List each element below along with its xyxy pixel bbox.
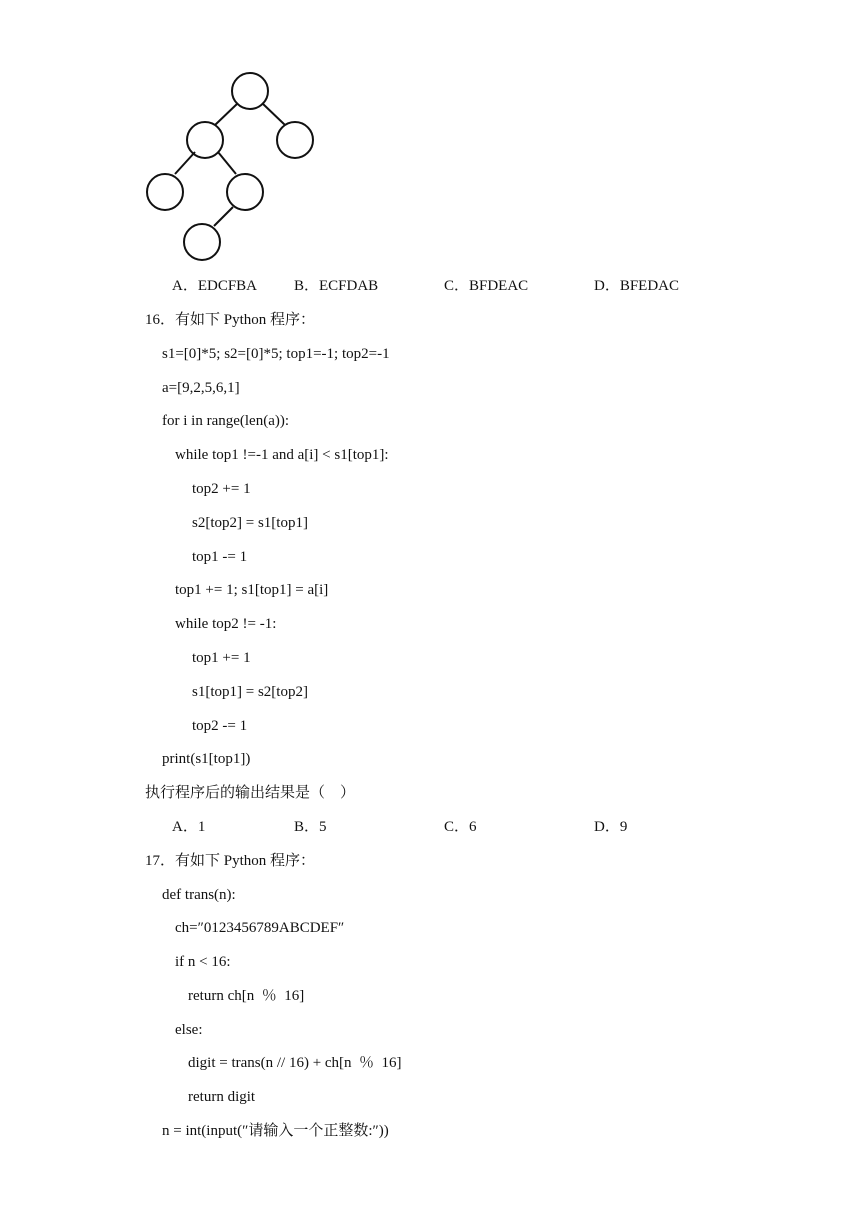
q15-option-a: A．EDCFBA (172, 278, 258, 294)
q16-code-line: s2[top2] = s1[top1] (192, 515, 308, 531)
tree-edge (218, 152, 236, 174)
q16-code-line: for i in range(len(a)): (162, 413, 290, 429)
tree-node (277, 122, 313, 158)
q16-code-line: s1=[0]*5; s2=[0]*5; top1=-1; top2=-1 (162, 346, 390, 362)
q15-option-d: D．BFEDAC (594, 278, 680, 294)
q16-code-line: print(s1[top1]) (162, 751, 251, 767)
q17-code-line: return ch[n ％ 16] (188, 988, 305, 1004)
q16-code-line: while top1 !=-1 and a[i] < s1[top1]: (175, 447, 389, 463)
q16-code-line: top1 += 1; s1[top1] = a[i] (175, 582, 329, 598)
q17-code-line: if n < 16: (175, 954, 231, 970)
tree-node (184, 224, 220, 260)
tree-edge (175, 152, 195, 174)
tree-edge (215, 103, 238, 125)
q16-code-line: while top2 != -1: (175, 616, 277, 632)
q16-title: 16．有如下 Python 程序： (145, 312, 316, 328)
q17-code-line: digit = trans(n // 16) + ch[n ％ 16] (188, 1055, 402, 1071)
tree-node (232, 73, 268, 109)
q15-option-c: C．BFDEAC (444, 278, 529, 294)
tree-edge (262, 103, 285, 125)
tree-node (147, 174, 183, 210)
q15-option-b: B．ECFDAB (294, 278, 379, 294)
q16-code-line: top1 += 1 (192, 650, 251, 666)
q17-code-line: n = int(input(″请输入一个正整数:″)) (162, 1123, 389, 1139)
q17-title: 17．有如下 Python 程序： (145, 853, 316, 869)
q17-code-line: def trans(n): (162, 887, 236, 903)
q16-code-line: a=[9,2,5,6,1] (162, 380, 240, 396)
tree-node (227, 174, 263, 210)
q16-code-line: top2 -= 1 (192, 718, 248, 734)
q16-option-a: A．1 (172, 819, 206, 835)
q17-code-line: else: (175, 1022, 203, 1038)
q16-code-line: top1 -= 1 (192, 549, 248, 565)
q16-option-c: C．6 (444, 819, 477, 835)
q16-question: 执行程序后的输出结果是（ ） (145, 785, 356, 801)
q16-code-line: top2 += 1 (192, 481, 251, 497)
q17-code-line: ch=″0123456789ABCDEF″ (175, 920, 345, 936)
q16-code-line: s1[top1] = s2[top2] (192, 684, 308, 700)
binary-tree-diagram (140, 68, 320, 268)
q17-code-line: return digit (188, 1089, 256, 1105)
tree-node (187, 122, 223, 158)
q16-option-d: D．9 (594, 819, 628, 835)
q16-option-b: B．5 (294, 819, 327, 835)
tree-edge (214, 207, 233, 226)
